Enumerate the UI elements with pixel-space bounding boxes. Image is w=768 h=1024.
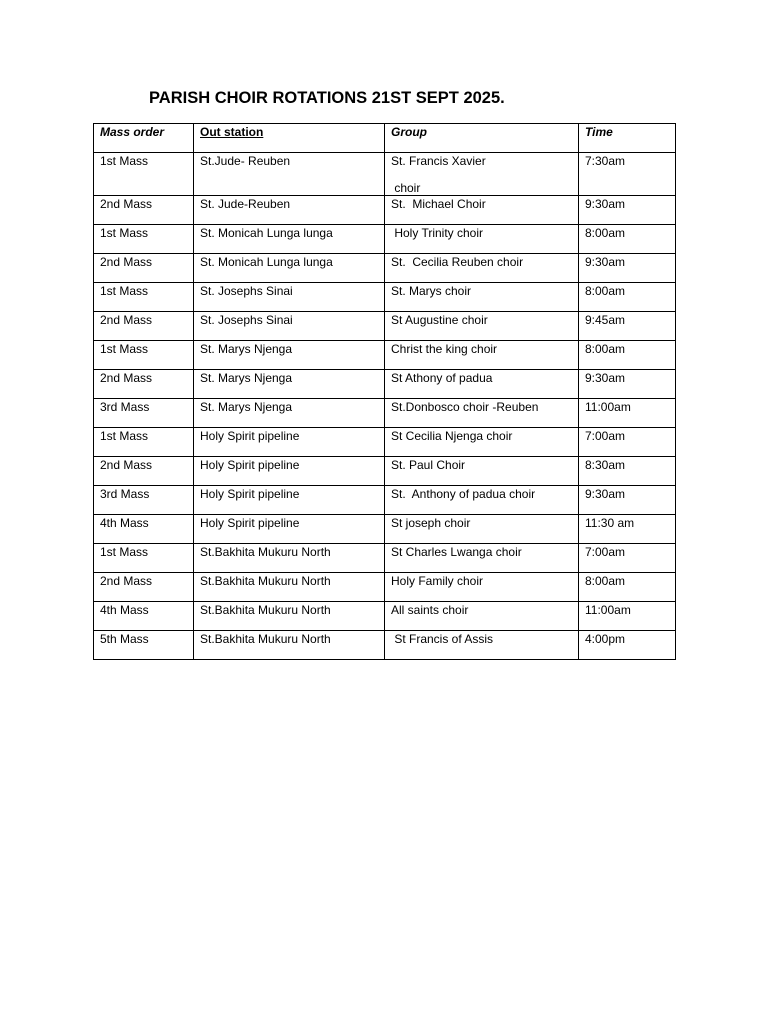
cell-mass-order: 1st Mass bbox=[94, 341, 194, 370]
header-time: Time bbox=[579, 124, 676, 153]
cell-mass-order: 1st Mass bbox=[94, 153, 194, 196]
table-row bbox=[94, 573, 676, 602]
cell-group: St Cecilia Njenga choir bbox=[385, 428, 579, 457]
cell-group: St. Marys choir bbox=[385, 283, 579, 312]
cell-mass-order: 2nd Mass bbox=[94, 254, 194, 283]
cell-mass-order: 3rd Mass bbox=[94, 486, 194, 515]
cell-out-station: Holy Spirit pipeline bbox=[194, 457, 385, 486]
table-row bbox=[94, 225, 676, 254]
cell-group: St. Michael Choir bbox=[385, 196, 579, 225]
cell-group: Holy Family choir bbox=[385, 573, 579, 602]
table-row bbox=[94, 153, 676, 196]
cell-time: 8:00am bbox=[579, 283, 676, 312]
cell-out-station: St. Monicah Lunga lunga bbox=[194, 254, 385, 283]
cell-mass-order: 3rd Mass bbox=[94, 399, 194, 428]
cell-time: 9:30am bbox=[579, 196, 676, 225]
table-row bbox=[94, 283, 676, 312]
cell-out-station: Holy Spirit pipeline bbox=[194, 515, 385, 544]
cell-time: 7:30am bbox=[579, 153, 676, 196]
table-header-row bbox=[94, 124, 676, 153]
cell-time: 8:00am bbox=[579, 225, 676, 254]
cell-out-station: Holy Spirit pipeline bbox=[194, 486, 385, 515]
cell-mass-order: 1st Mass bbox=[94, 225, 194, 254]
cell-out-station: St. Marys Njenga bbox=[194, 341, 385, 370]
table-row bbox=[94, 428, 676, 457]
cell-group: St Augustine choir bbox=[385, 312, 579, 341]
header-group: Group bbox=[385, 124, 579, 153]
cell-mass-order: 5th Mass bbox=[94, 631, 194, 660]
cell-time: 9:30am bbox=[579, 486, 676, 515]
cell-out-station: St. Josephs Sinai bbox=[194, 283, 385, 312]
cell-mass-order: 2nd Mass bbox=[94, 573, 194, 602]
cell-time: 7:00am bbox=[579, 428, 676, 457]
cell-group: St Athony of padua bbox=[385, 370, 579, 399]
table-row bbox=[94, 457, 676, 486]
cell-group-line2: choir bbox=[391, 181, 421, 195]
header-mass-order: Mass order bbox=[94, 124, 194, 153]
table-row bbox=[94, 312, 676, 341]
cell-group: St. Paul Choir bbox=[385, 457, 579, 486]
table-row bbox=[94, 544, 676, 573]
cell-group: St.Donbosco choir -Reuben bbox=[385, 399, 579, 428]
cell-out-station: St. Marys Njenga bbox=[194, 399, 385, 428]
cell-mass-order: 4th Mass bbox=[94, 602, 194, 631]
table-row bbox=[94, 254, 676, 283]
header-out-station bbox=[194, 124, 385, 153]
cell-mass-order: 2nd Mass bbox=[94, 312, 194, 341]
table-row bbox=[94, 515, 676, 544]
cell-group bbox=[385, 153, 579, 196]
cell-mass-order: 4th Mass bbox=[94, 515, 194, 544]
table-row bbox=[94, 602, 676, 631]
cell-time: 11:00am bbox=[579, 399, 676, 428]
cell-out-station: St.Jude- Reuben bbox=[194, 153, 385, 196]
cell-time: 8:00am bbox=[579, 573, 676, 602]
cell-time: 9:45am bbox=[579, 312, 676, 341]
cell-time: 11:30 am bbox=[579, 515, 676, 544]
cell-out-station: St.Bakhita Mukuru North bbox=[194, 544, 385, 573]
cell-mass-order: 1st Mass bbox=[94, 544, 194, 573]
cell-group: St. Anthony of padua choir bbox=[385, 486, 579, 515]
table-row bbox=[94, 196, 676, 225]
cell-time: 7:00am bbox=[579, 544, 676, 573]
cell-mass-order: 2nd Mass bbox=[94, 370, 194, 399]
cell-group-line1: St. Francis Xavier bbox=[391, 154, 486, 168]
cell-time: 9:30am bbox=[579, 370, 676, 399]
table-row bbox=[94, 631, 676, 660]
cell-time: 9:30am bbox=[579, 254, 676, 283]
cell-time: 4:00pm bbox=[579, 631, 676, 660]
table-row bbox=[94, 399, 676, 428]
choir-rotation-table bbox=[93, 123, 676, 660]
document-title: PARISH CHOIR ROTATIONS 21ST SEPT 2025. bbox=[149, 89, 505, 107]
cell-group: Holy Trinity choir bbox=[385, 225, 579, 254]
table-row bbox=[94, 486, 676, 515]
cell-group: St Francis of Assis bbox=[385, 631, 579, 660]
cell-group: St Charles Lwanga choir bbox=[385, 544, 579, 573]
cell-out-station: St. Jude-Reuben bbox=[194, 196, 385, 225]
cell-mass-order: 2nd Mass bbox=[94, 196, 194, 225]
cell-group: St. Cecilia Reuben choir bbox=[385, 254, 579, 283]
cell-mass-order: 2nd Mass bbox=[94, 457, 194, 486]
cell-out-station: St.Bakhita Mukuru North bbox=[194, 573, 385, 602]
cell-out-station: Holy Spirit pipeline bbox=[194, 428, 385, 457]
table-row bbox=[94, 370, 676, 399]
cell-time: 11:00am bbox=[579, 602, 676, 631]
cell-out-station: St. Monicah Lunga lunga bbox=[194, 225, 385, 254]
cell-time: 8:00am bbox=[579, 341, 676, 370]
cell-out-station: St.Bakhita Mukuru North bbox=[194, 631, 385, 660]
cell-out-station: St. Josephs Sinai bbox=[194, 312, 385, 341]
header-out-station-label: Out station bbox=[200, 125, 264, 139]
cell-mass-order: 1st Mass bbox=[94, 283, 194, 312]
cell-group: Christ the king choir bbox=[385, 341, 579, 370]
cell-group: All saints choir bbox=[385, 602, 579, 631]
cell-out-station: St.Bakhita Mukuru North bbox=[194, 602, 385, 631]
table-row bbox=[94, 341, 676, 370]
cell-out-station: St. Marys Njenga bbox=[194, 370, 385, 399]
cell-mass-order: 1st Mass bbox=[94, 428, 194, 457]
cell-time: 8:30am bbox=[579, 457, 676, 486]
cell-group: St joseph choir bbox=[385, 515, 579, 544]
